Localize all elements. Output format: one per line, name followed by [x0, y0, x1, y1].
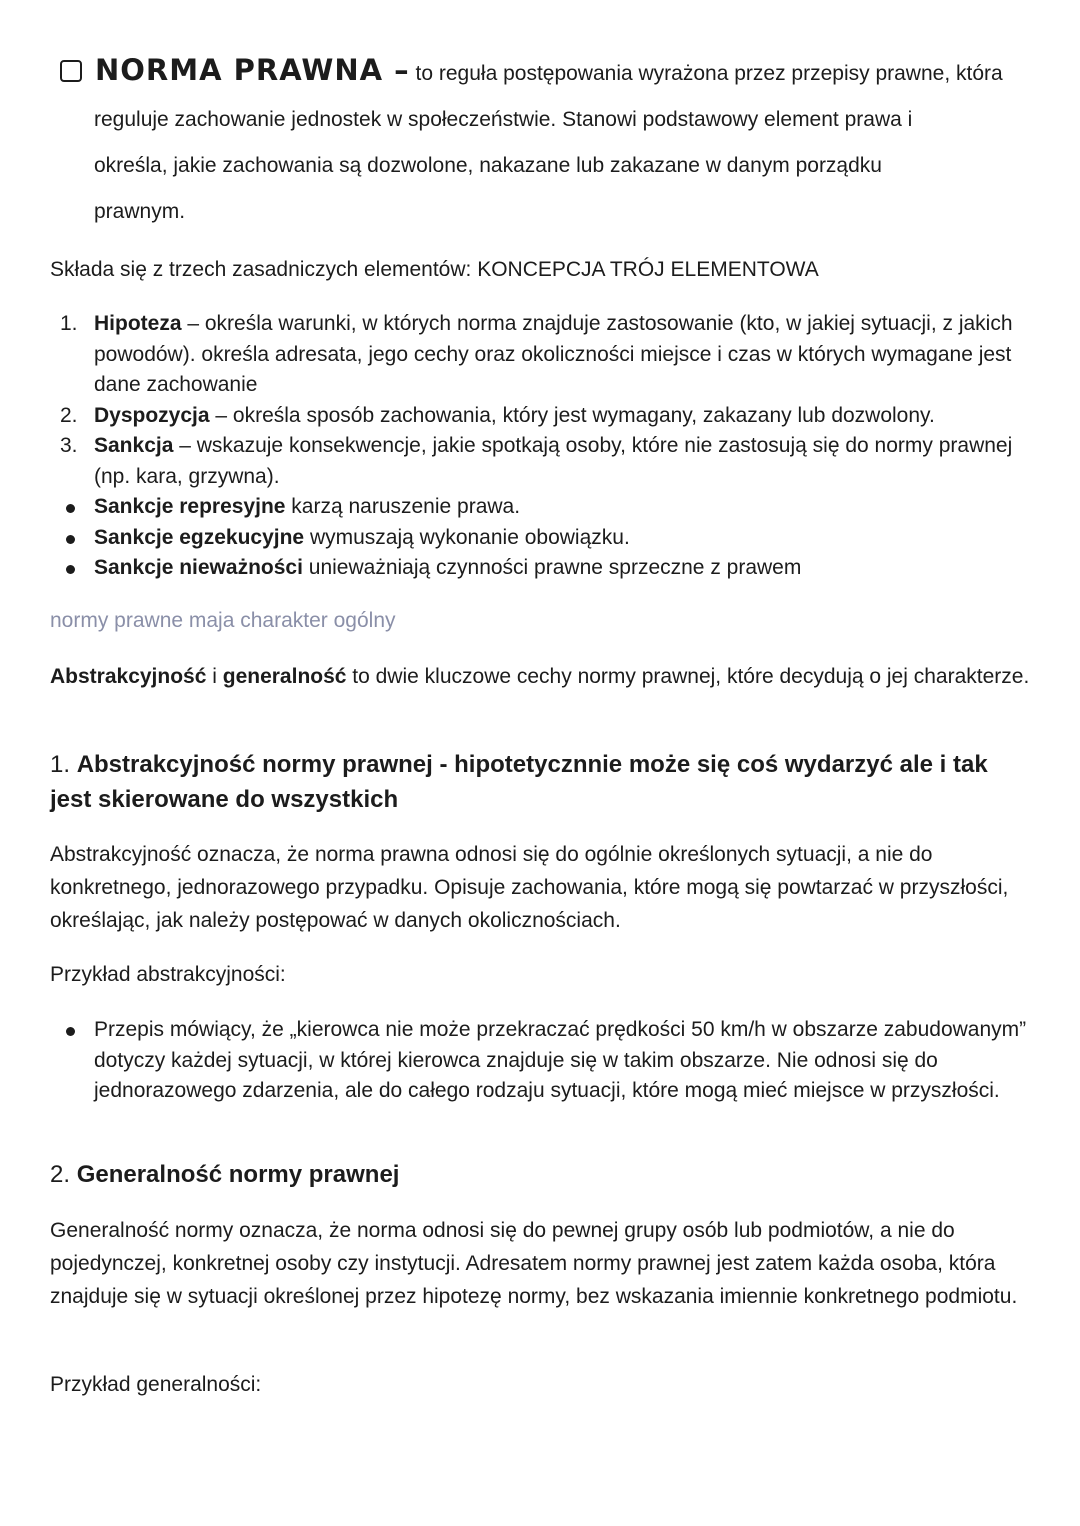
- section1-body: Abstrakcyjność oznacza, że norma prawna odnosi się do ogólnie określonych sytuacji, a nie do konkretnego, jednorazowego przypadku. Opisuje zachowania, które mogą się powtarzać w przyszłości, określając, jak należy postępować w danych okolicznościach.: [50, 843, 1009, 932]
- elements-lead: Składa się z trzech zasadniczych elementów: KONCEPCJA TRÓJ ELEMENTOWA: [50, 258, 819, 281]
- sanction-description: wymuszają wykonanie obowiązku.: [304, 525, 630, 549]
- term-description: – określa warunki, w których norma znajduje zastosowanie (kto, w jakiej sytuacji, z jakich powodów). określa adresata, jego cechy oraz okoliczności miejsce i czas w których wymagane jest dane zachowanie: [94, 312, 1013, 396]
- section2-title: Generalność normy prawnej: [76, 1161, 400, 1188]
- list-item: [50, 523, 1035, 554]
- features-paragraph: [50, 660, 1035, 693]
- sanction-description: karzą naruszenie prawa.: [285, 495, 521, 518]
- definition-text-line4: prawnym.: [94, 200, 186, 223]
- term-sankcja: Sankcja: [94, 434, 174, 457]
- sanction-term: Sankcje egzekucyjne: [94, 525, 305, 549]
- section2-heading: [50, 1157, 1035, 1192]
- sanction-description: unieważniają czynności prawne sprzeczne z prawem: [302, 556, 802, 579]
- sanctions-list: [50, 492, 1035, 584]
- section1-number: 1.: [50, 751, 77, 778]
- norm-parts-list: [50, 309, 1035, 492]
- definition-title: NORMA PRAWNA –: [95, 53, 410, 87]
- list-item: [50, 431, 1035, 492]
- general-character-note: normy prawne maja charakter ogólny: [50, 609, 396, 632]
- list-item: [50, 1015, 1035, 1107]
- feature-term-generalnosc: generalność: [222, 665, 347, 688]
- bullet-icon: [66, 1027, 75, 1036]
- list-item: [50, 553, 1035, 584]
- list-number: 3.: [60, 434, 78, 457]
- sanction-term: Sankcje nieważności: [94, 556, 303, 579]
- list-number: 1.: [60, 312, 78, 335]
- features-text: to dwie kluczowe cechy normy prawnej, które decydują o jej charakterze.: [346, 665, 1030, 688]
- features-joiner: i: [206, 665, 223, 688]
- section1-heading: [50, 747, 1035, 817]
- term-description: – wskazuje konsekwencje, jakie spotkają osoby, które nie zastosują się do normy prawnej (np. kara, grzywna).: [94, 434, 1013, 488]
- bullet-icon: [66, 565, 75, 574]
- bullet-icon: [66, 504, 75, 513]
- section1-example-text: Przepis mówiący, że „kierowca nie może przekraczać prędkości 50 km/h w obszarze zabudowanym” dotyczy każdej sytuacji, w której kierowca znajduje się w takim obszarze. Nie odnosi się do jednorazowego zdarzenia, ale do całego rodzaju sytuacji, które mogą mieć miejsce w przyszłości.: [94, 1018, 1027, 1102]
- list-item: [50, 401, 1035, 432]
- definition-block: [60, 48, 1050, 235]
- term-hipoteza: Hipoteza: [94, 312, 182, 335]
- section2-number: 2.: [50, 1161, 77, 1188]
- definition-text-line1: to reguła postępowania wyrażona przez przepisy prawne, która: [409, 62, 1003, 85]
- list-item: [50, 309, 1035, 401]
- definition-text-line3: określa, jakie zachowania są dozwolone, nakazane lub zakazane w danym porządku: [94, 154, 882, 177]
- checkbox-icon[interactable]: [60, 60, 82, 82]
- section2-body: Generalność normy oznacza, że norma odnosi się do pewnej grupy osób lub podmiotów, a nie do pojedynczej, konkretnej osoby czy instytucji. Adresatem normy prawnej jest zatem każda osoba, która znajduje się w sytuacji określonej przez hipotezę normy, bez wskazania imiennie konkretnego podmiotu.: [50, 1219, 1018, 1308]
- list-number: 2.: [60, 403, 78, 427]
- list-item: [50, 492, 1035, 523]
- term-description: – określa sposób zachowania, który jest wymagany, zakazany lub dozwolony.: [209, 403, 935, 427]
- sanction-term: Sankcje represyjne: [94, 495, 286, 518]
- term-dyspozycja: Dyspozycja: [94, 403, 210, 427]
- section1-example-list: [50, 1015, 1035, 1107]
- section1-title: Abstrakcyjność normy prawnej - hipotetycznnie może się coś wydarzyć ale i tak jest skierowane do wszystkich: [50, 751, 988, 813]
- section2-example-label: Przykład generalności:: [50, 1373, 262, 1396]
- bullet-icon: [66, 535, 75, 544]
- section1-example-label: Przykład abstrakcyjności:: [50, 963, 286, 986]
- definition-text-line2: reguluje zachowanie jednostek w społeczeństwie. Stanowi podstawowy element prawa i: [94, 108, 913, 131]
- feature-term-abstrakcyjnosc: Abstrakcyjność: [50, 665, 207, 688]
